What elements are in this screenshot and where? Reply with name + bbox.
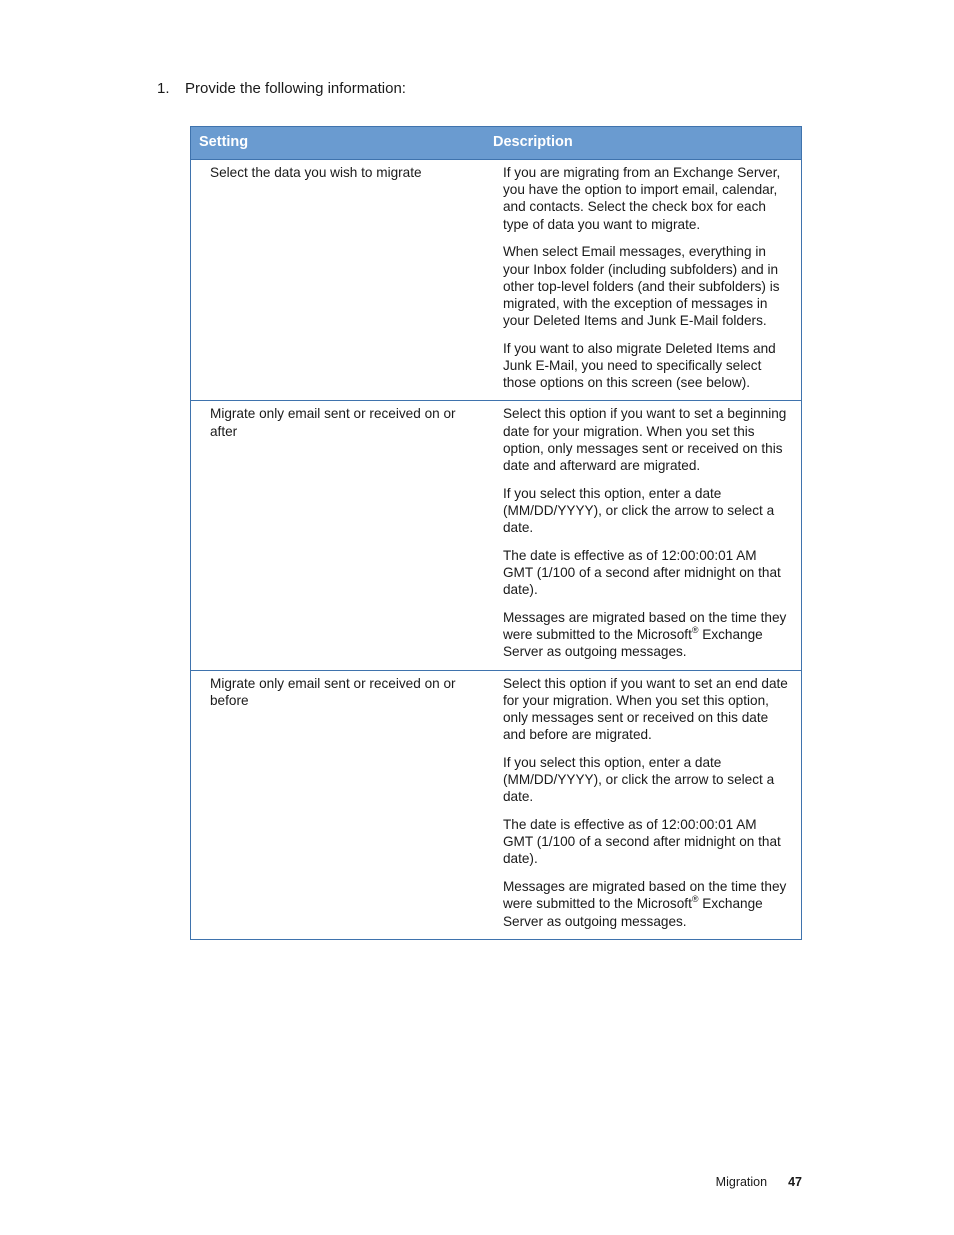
description-paragraph xyxy=(503,878,790,930)
description-text: Messages are migrated based on the time they were submitted to the Microsoft xyxy=(502,609,787,643)
setting-label: Select the data you wish to migrate xyxy=(210,165,422,180)
step-instruction xyxy=(157,79,406,99)
column-header-description: Description xyxy=(485,127,802,160)
description-text: Messages are migrated based on the time they were submitted to the Microsoft xyxy=(502,879,787,912)
setting-cell xyxy=(191,401,485,670)
page-footer xyxy=(716,1174,802,1190)
setting-cell xyxy=(191,670,485,939)
description-cell xyxy=(485,160,802,401)
description-cell xyxy=(485,401,802,670)
table-header-row xyxy=(191,127,802,160)
description-paragraph: When select Email messages, everything in your Inbox folder (including subfolders) and in other top-level folders (and their subfolders) is migrated, with the exception of messages in your Deleted Items and Junk E-Mail folders. xyxy=(502,244,780,329)
description-paragraph xyxy=(503,609,790,661)
setting-label: Migrate only email sent or received on or after xyxy=(210,406,456,439)
registered-mark: ® xyxy=(691,625,699,636)
column-header-setting: Setting xyxy=(191,127,485,160)
description-paragraph: Select this option if you want to set a beginning date for your migration. When you set this option, only messages sent or received on this date and afterward are migrated. xyxy=(502,406,787,474)
table-row xyxy=(191,670,802,939)
setting-cell xyxy=(191,160,485,401)
table-row xyxy=(191,160,802,401)
description-paragraph: The date is effective as of 12:00:00:01 AM GMT (1/100 of a second after midnight on that date). xyxy=(502,817,781,867)
description-text: Exchange Server as outgoing messages. xyxy=(502,627,763,660)
description-cell xyxy=(485,670,802,939)
description-text: Exchange Server as outgoing messages. xyxy=(502,896,763,929)
footer-section-title: Migration xyxy=(715,1175,768,1189)
table-row xyxy=(191,401,802,670)
description-paragraph: If you want to also migrate Deleted Items and Junk E-Mail, you need to specifically select those options on this screen (see below). xyxy=(502,340,776,391)
description-paragraph: If you select this option, enter a date (MM/DD/YYYY), or click the arrow to select a date. xyxy=(502,754,775,805)
registered-mark: ® xyxy=(691,894,699,905)
description-paragraph: If you select this option, enter a date (MM/DD/YYYY), or click the arrow to select a date. xyxy=(502,485,775,536)
setting-label: Migrate only email sent or received on or before xyxy=(210,675,456,708)
description-paragraph: If you are migrating from an Exchange Server, you have the option to import email, calendar, and contacts. Select the check box for each type of data you want to migrate. xyxy=(502,165,781,232)
step-text: Provide the following information: xyxy=(185,80,406,97)
page-number: 47 xyxy=(788,1175,802,1189)
step-number: 1. xyxy=(157,80,170,97)
description-paragraph: Select this option if you want to set an end date for your migration. When you set this option, only messages sent or received on this date and before are migrated. xyxy=(502,675,788,743)
settings-table xyxy=(190,126,802,940)
description-paragraph: The date is effective as of 12:00:00:01 AM GMT (1/100 of a second after midnight on that date). xyxy=(502,547,781,598)
